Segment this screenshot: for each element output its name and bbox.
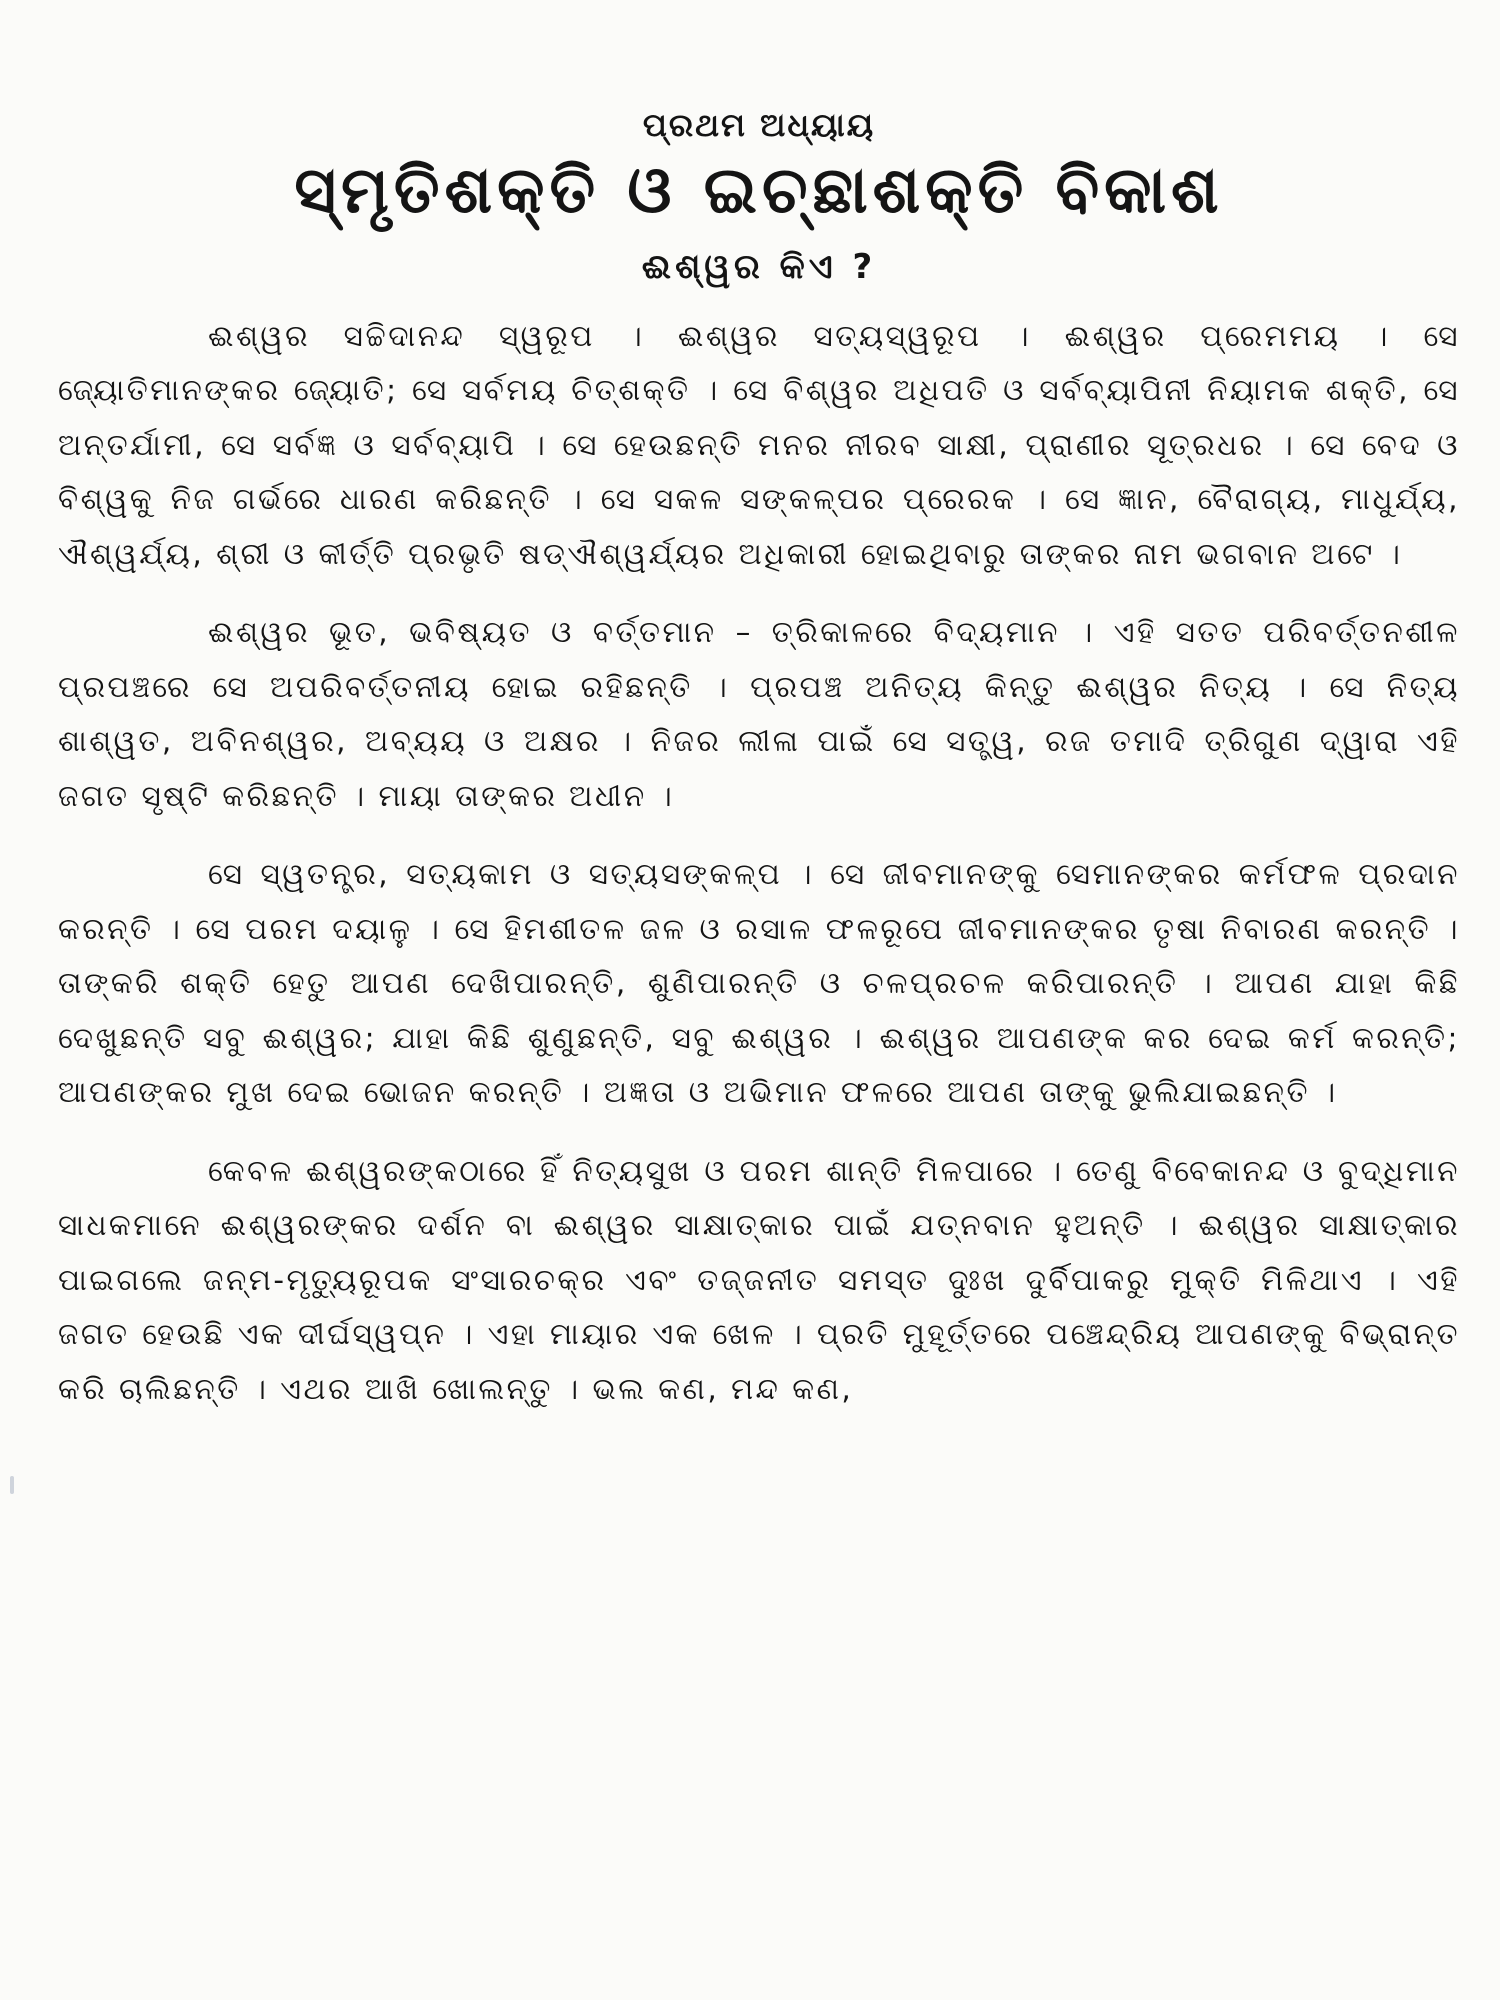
paragraph: ଈଶ୍ୱର ସଚ୍ଚିଦାନନ୍ଦ ସ୍ୱରୂପ । ଈଶ୍ୱର ସତ୍ୟସ୍ୱରୂପ । ଈଶ୍ୱର ପ୍ରେମମୟ । ସେ ଜ୍ୟୋତିମାନଙ୍କର ଜ୍ୟୋତି; ସେ ସର୍ବମୟ ଚିତ୍‌ଶକ୍ତି । ସେ ବିଶ୍ୱର ଅଧିପତି ଓ ସର୍ବବ୍ୟାପିନୀ ନିୟାମକ ଶକ୍ତି, ସେ ଅନ୍ତର୍ଯାମୀ, ସେ ସର୍ବଜ୍ଞ ଓ ସର୍ବବ୍ୟାପି । ସେ ହେଉଛନ୍ତି ମନର ନୀରବ ସାକ୍ଷୀ, ପ୍ରାଣୀର ସୂତ୍ରଧର । ସେ ବେଦ ଓ ବିଶ୍ୱକୁ ନିଜ ଗର୍ଭରେ ଧାରଣ କରିଛନ୍ତି । ସେ ସକଳ ସଙ୍କଳ୍ପର ପ୍ରେରକ । ସେ ଜ୍ଞାନ, ବୈରାଗ୍ୟ, ମାଧୁର୍ଯ୍ୟ, ଐଶ୍ୱର୍ଯ୍ୟ, ଶ୍ରୀ ଓ କୀର୍ତ୍ତି ପ୍ରଭୃତି ଷଡ୍‌ଐଶ୍ୱର୍ଯ୍ୟର ଅଧିକାରୀ ହୋଇଥିବାରୁ ତାଙ୍କର ନାମ ଭଗବାନ ଅଟେ । — [58, 318, 1460, 571]
paragraph: ସେ ସ୍ୱତନ୍ତ୍ର, ସତ୍ୟକାମ ଓ ସତ୍ୟସଙ୍କଳ୍ପ । ସେ ଜୀବମାନଙ୍କୁ ସେମାନଙ୍କର କର୍ମଫଳ ପ୍ରଦାନ କରନ୍ତି । ସେ ପରମ ଦୟାଳୁ । ସେ ହିମଶୀତଳ ଜଳ ଓ ରସାଳ ଫଳରୂପେ ଜୀବମାନଙ୍କର ତୃଷା ନିବାରଣ କରନ୍ତି । ତାଙ୍କରି ଶକ୍ତି ହେତୁ ଆପଣ ଦେଖିପାରନ୍ତି, ଶୁଣିପାରନ୍ତି ଓ ଚଳପ୍ରଚଳ କରିପାରନ୍ତି । ଆପଣ ଯାହା କିଛି ଦେଖୁଛନ୍ତି ସବୁ ଈଶ୍ୱର; ଯାହା କିଛି ଶୁଣୁଛନ୍ତି, ସବୁ ଈଶ୍ୱର । ଈଶ୍ୱର ଆପଣଙ୍କ କର ଦେଇ କର୍ମ କରନ୍ତି; ଆପଣଙ୍କର ମୁଖ ଦେଇ ଭୋଜନ କରନ୍ତି । ଅଜ୍ଞତା ଓ ଅଭିମାନ ଫଳରେ ଆପଣ ତାଙ୍କୁ ଭୁଲିଯାଇଛନ୍ତି । — [58, 857, 1460, 1110]
body-text — [58, 309, 1460, 1417]
scan-artifact — [10, 1476, 14, 1494]
page-title: ସ୍ମୃତିଶକ୍ତି ଓ ଇଚ୍ଛାଶକ୍ତି ବିକାଶ — [294, 154, 1224, 228]
chapter-label: ପ୍ରଥମ ଅଧ୍ୟାୟ — [642, 106, 876, 144]
chapter-header — [58, 106, 1460, 287]
paragraph: କେବଳ ଈଶ୍ୱରଙ୍କଠାରେ ହିଁ ନିତ୍ୟସୁଖ ଓ ପରମ ଶାନ୍ତି ମିଳପାରେ । ତେଣୁ ବିବେକାନନ୍ଦ ଓ ବୁଦ୍ଧିମାନ ସାଧକମାନେ ଈଶ୍ୱରଙ୍କର ଦର୍ଶନ ବା ଈଶ୍ୱର ସାକ୍ଷାତ୍‌କାର ପାଇଁ ଯତ୍ନବାନ ହୁଅନ୍ତି । ଈଶ୍ୱର ସାକ୍ଷାତ୍‌କାର ପାଇଗଲେ ଜନ୍ମ-ମୃତ୍ୟୁରୂପକ ସଂସାରଚକ୍ର ଏବଂ ତଜ୍ଜନୀତ ସମସ୍ତ ଦୁଃଖ ଦୁର୍ବିପାକରୁ ମୁକ୍ତି ମିଳିଥାଏ । ଏହି ଜଗତ ହେଉଛି ଏକ ଦୀର୍ଘସ୍ୱପ୍ନ । ଏହା ମାୟାର ଏକ ଖେଳ । ପ୍ରତି ମୁହୂର୍ତ୍ତରେ ପଞ୍ଚେନ୍ଦ୍ରିୟ ଆପଣଙ୍କୁ ବିଭ୍ରାନ୍ତ କରି ଚାଲିଛନ୍ତି । ଏଥର ଆଖି ଖୋଲନ୍ତୁ । ଭଲ କଣ, ମନ୍ଦ କଣ, — [58, 1153, 1460, 1406]
paragraph: ଈଶ୍ୱର ଭୂତ, ଭବିଷ୍ୟତ ଓ ବର୍ତ୍ତମାନ – ତ୍ରିକାଳରେ ବିଦ୍ୟମାନ । ଏହି ସତତ ପରିବର୍ତ୍ତନଶୀଳ ପ୍ରପଞ୍ଚରେ ସେ ଅପରିବର୍ତ୍ତନୀୟ ହୋଇ ରହିଛନ୍ତି । ପ୍ରପଞ୍ଚ ଅନିତ୍ୟ କିନ୍ତୁ ଈଶ୍ୱର ନିତ୍ୟ । ସେ ନିତ୍ୟ ଶାଶ୍ୱତ, ଅବିନଶ୍ୱର, ଅବ୍ୟୟ ଓ ଅକ୍ଷର । ନିଜର ଲୀଳା ପାଇଁ ସେ ସତ୍ତ୍ୱ, ରଜ ତମାଦି ତ୍ରିଗୁଣ ଦ୍ୱାରା ଏହି ଜଗତ ସୃଷ୍ଟି କରିଛନ୍ତି । ମାୟା ତାଙ୍କର ଅଧୀନ । — [58, 615, 1460, 813]
section-heading: ଈଶ୍ୱର କିଏ ? — [641, 246, 877, 287]
